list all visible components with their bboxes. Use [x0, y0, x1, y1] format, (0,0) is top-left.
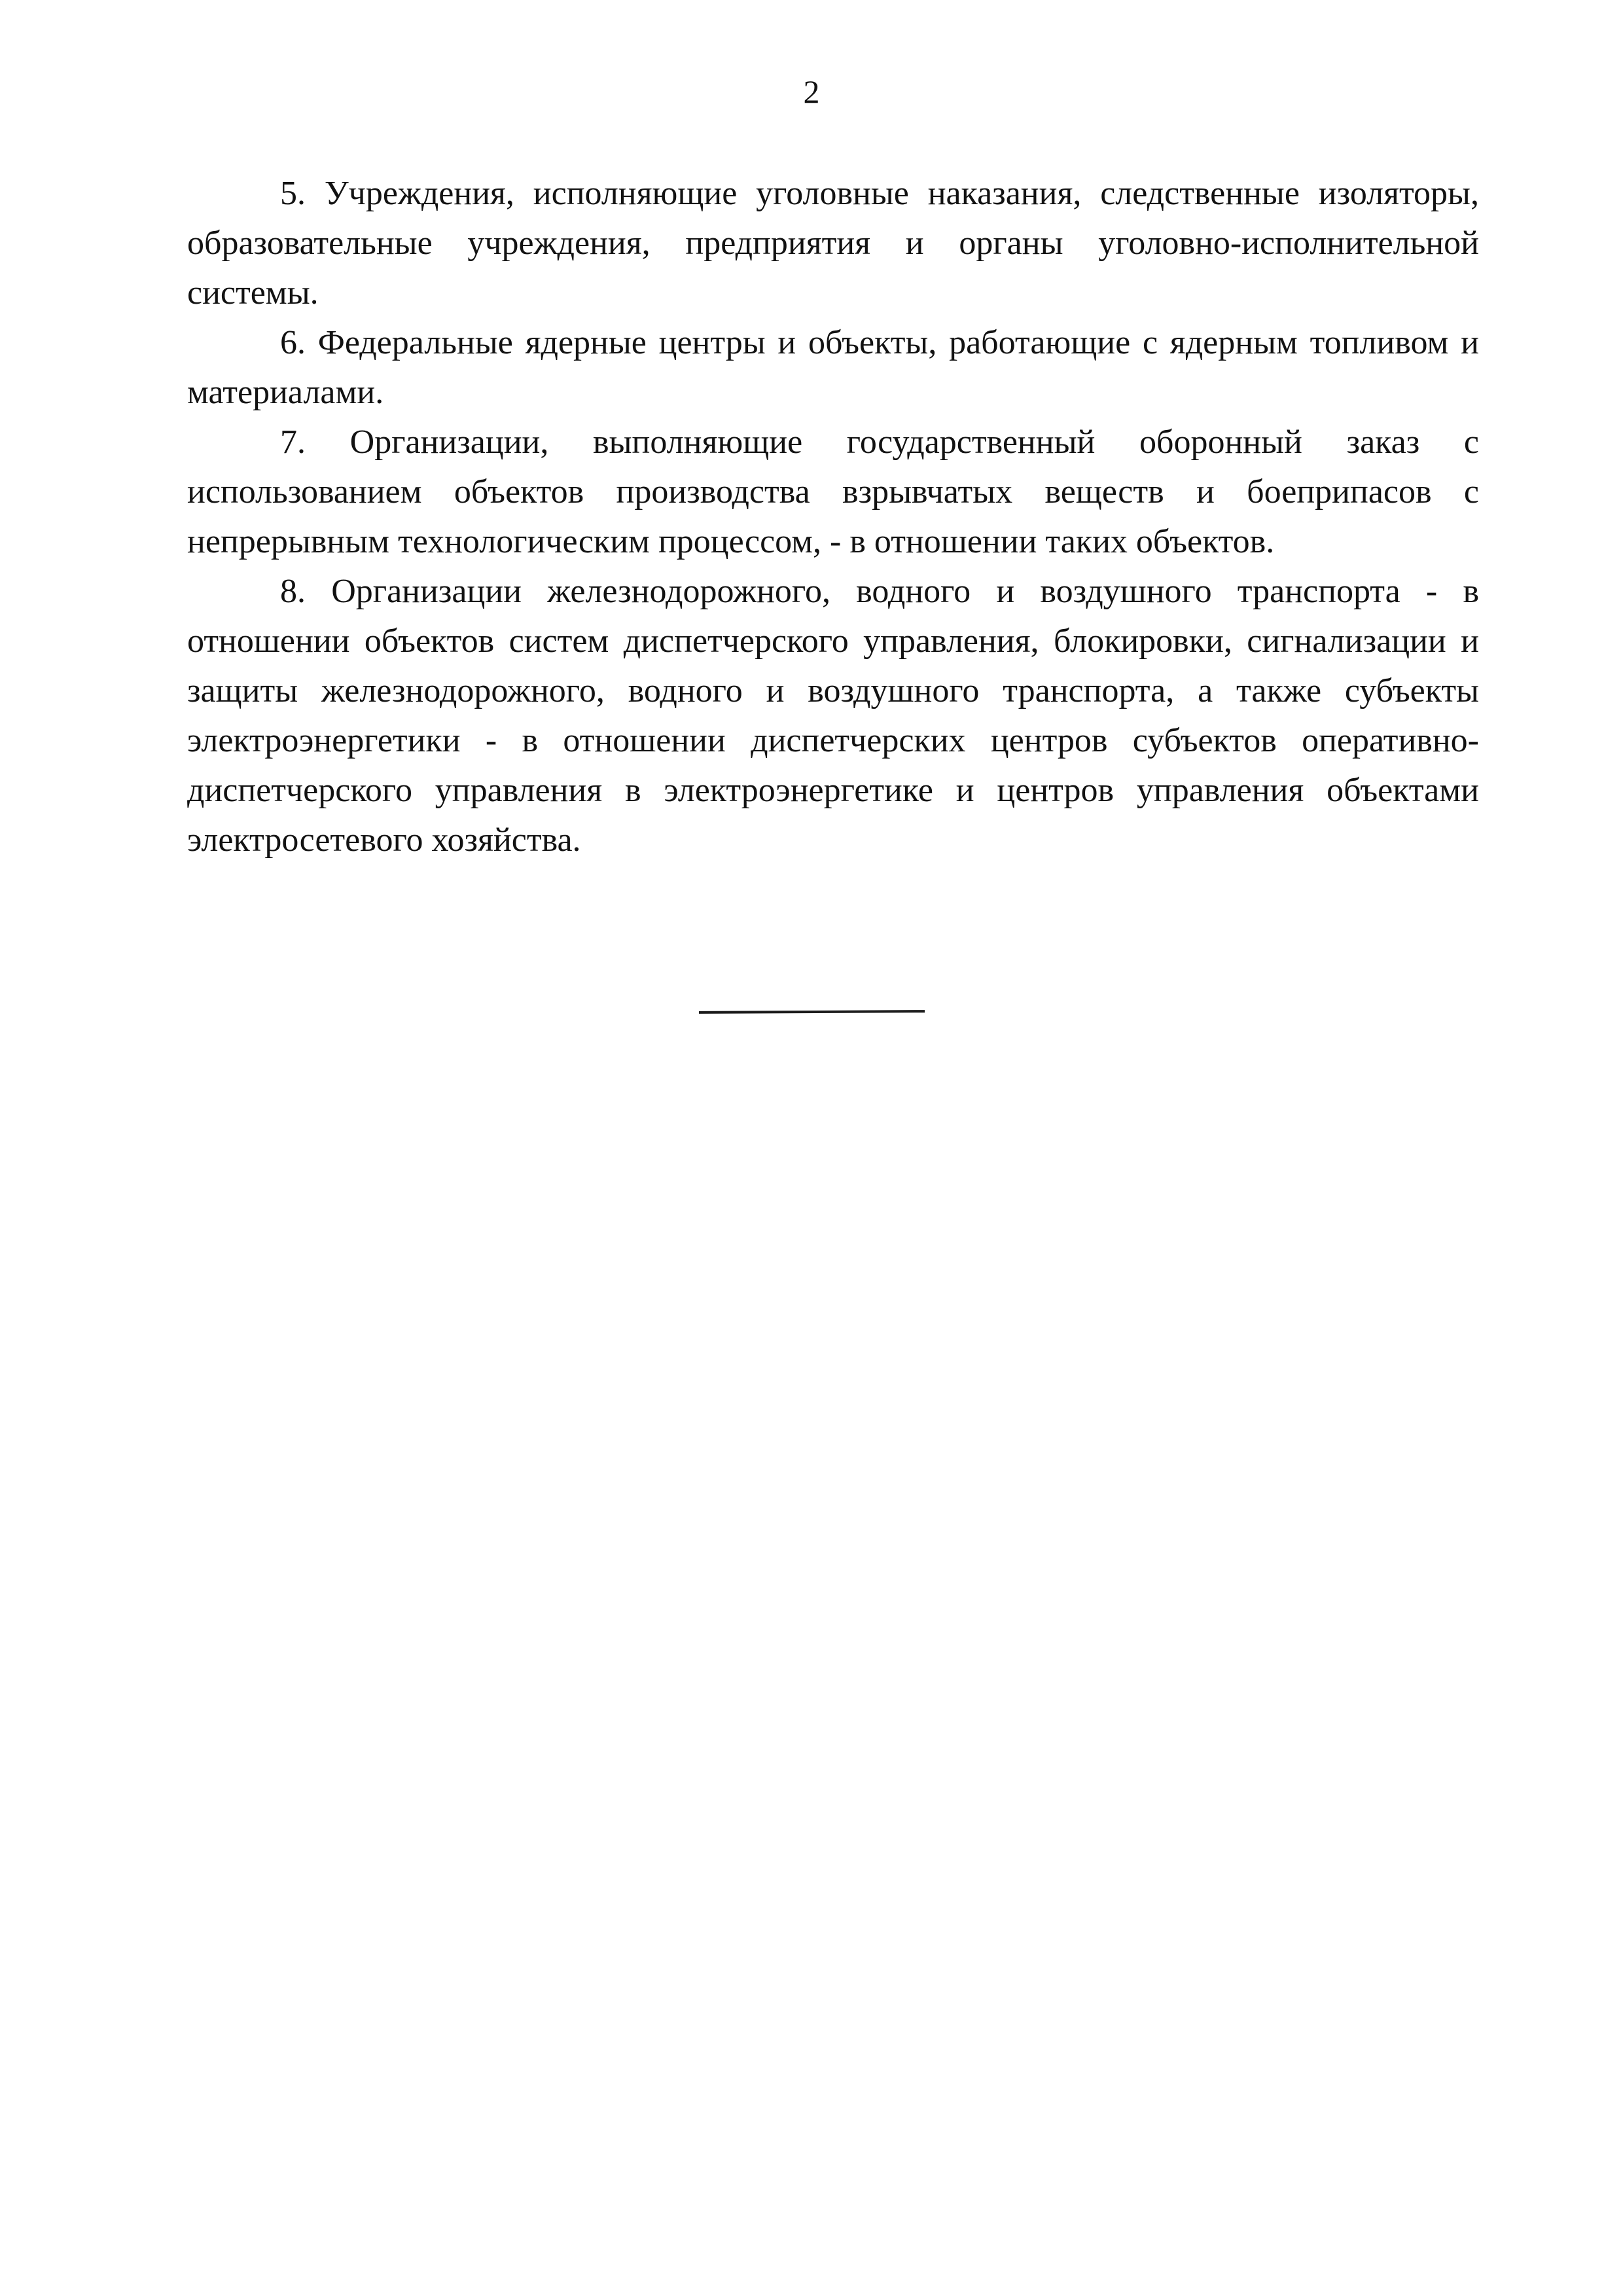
paragraph-item-5: 5. Учреждения, исполняющие уголовные наказания, следственные изоляторы, образовательные учреждения, предприятия и органы уголовно-исполнительной системы. — [187, 175, 1479, 312]
section-divider — [698, 1010, 924, 1014]
page-number: 2 — [803, 73, 820, 110]
paragraph-item-6: 6. Федеральные ядерные центры и объекты, работающие с ядерным топливом и материалами. — [187, 324, 1479, 411]
paragraph-item-8: 8. Организации железнодорожного, водного и воздушного транспорта - в отношении объектов систем диспетчерского управления, блокировки, сигнализации и защиты железнодорожного, водного и воздушного транспорта, а также субъекты электроэнергетики - в отношении диспетчерских центров субъектов оперативно-диспетчерского управления в электроэнергетике и центров управления объектами электросетевого хозяйства. — [187, 573, 1479, 859]
document-body — [187, 169, 1479, 865]
paragraph-item-7: 7. Организации, выполняющие государственный оборонный заказ с использованием объектов производства взрывчатых веществ и боеприпасов с непрерывным технологическим процессом, - в отношении таких объектов. — [187, 423, 1479, 560]
